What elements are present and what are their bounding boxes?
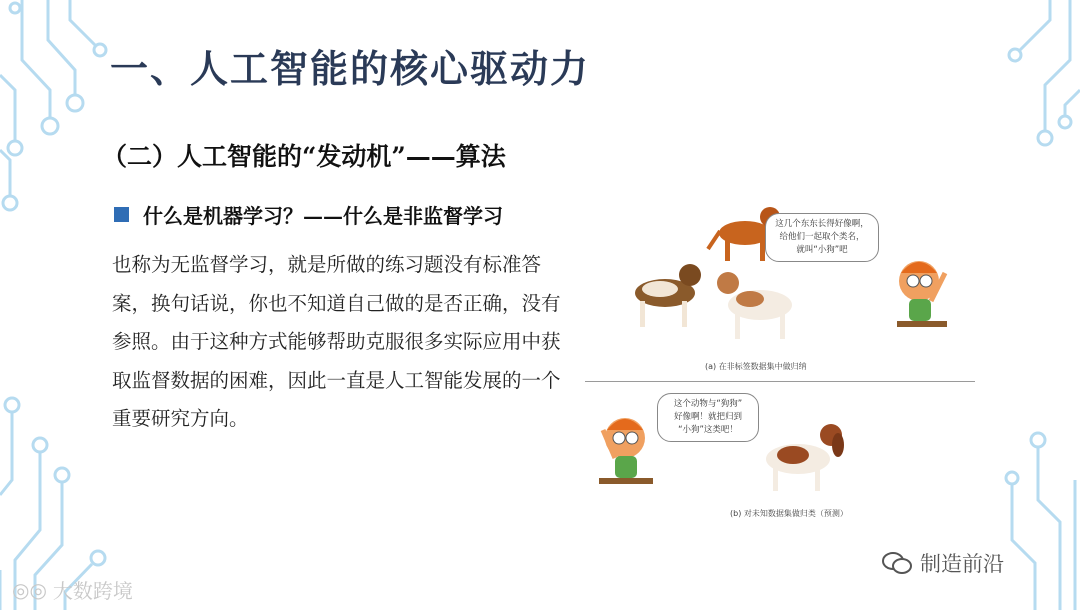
cartoon-kid-illustration [887,253,957,333]
bullet-heading [114,200,503,229]
bubble-a-line: 这几个东东长得好像啊， [775,219,869,229]
speech-bubble-b [657,393,759,442]
circuit-decoration-top-right [990,0,1080,160]
watermark-left-text: 大数跨境 [52,579,133,603]
watermark-right [882,548,1004,578]
cartoon-kid-illustration [593,410,663,490]
circuit-decoration-bottom-right [990,420,1080,610]
bubble-a-line: 就叫“小狗”吧 [796,245,848,255]
caption-b: (b) 对未知数据集做归类（预测） [730,509,848,518]
bullet-heading-text: 什么是机器学习？——什么是非监督学习 [143,204,503,228]
bubble-a-line: 给他们一起取个类名， [779,232,865,242]
bubble-b-line: 这个动物与“狗狗” [673,399,743,409]
circuit-decoration-top-left [0,0,120,230]
unsupervised-learning-illustration [585,195,980,535]
bubble-b-line: “小狗”这类吧！ [678,425,738,435]
wechat-icon [882,551,912,575]
watermark-right-text: 制造前沿 [920,552,1004,576]
speech-bubble-a [765,213,879,262]
slide-title: 一、人工智能的核心驱动力 [110,46,591,91]
spaniel-dog-illustration [753,409,853,499]
caption-a: (a) 在非标签数据集中做归纳 [705,362,807,371]
bullet-square-icon [114,207,129,222]
bubble-b-line: 好像啊！就把归到 [673,412,742,422]
circuit-decoration-bottom-left [0,370,120,610]
section-subtitle: （二）人工智能的“发动机”——算法 [102,142,506,171]
watermark-logo-icon: ◎◎ [12,577,47,602]
figure-divider [585,381,975,382]
body-paragraph: 也称为无监督学习，就是所做的练习题没有标准答案，换句话说，你也不知道自己做的是否正确，没有参照。由于这种方式能够帮助克服很多实际应用中获取监督数据的困难，因此一直是人工智能发展的一个重要研究方向。 [112,253,561,430]
watermark-left [12,575,133,604]
